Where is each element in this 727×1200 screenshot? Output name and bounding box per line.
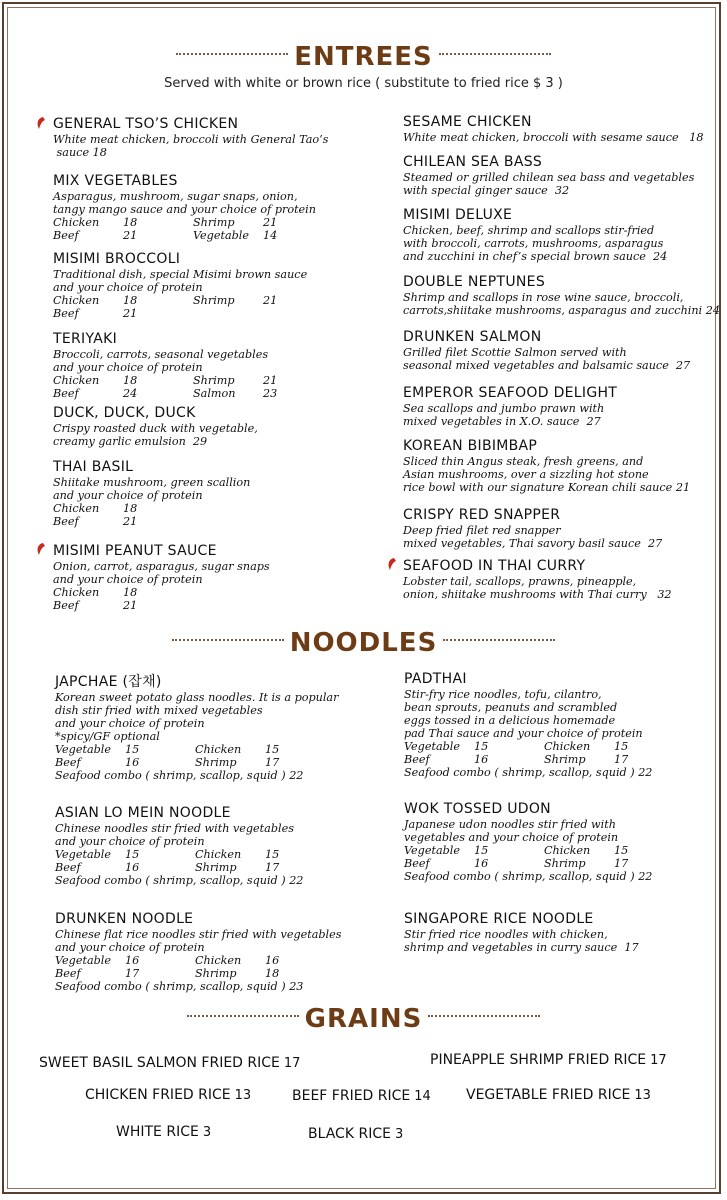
item-name: DRUNKEN NOODLE [55, 911, 194, 927]
item-name: MISIMI BROCCOLI [53, 251, 181, 267]
price-row: Beef 16 Shrimp 17 [404, 857, 629, 870]
item-description: White meat chicken, broccoli with General Tao’s sauce 18 [53, 133, 329, 159]
noodles-heading [0, 628, 727, 658]
grain-item [292, 1088, 431, 1104]
entree-item [53, 331, 278, 400]
entree-item [403, 385, 617, 428]
item-description: Crispy roasted duck with vegetable, creamy garlic emulsion 29 [53, 422, 258, 448]
divider-dots [172, 639, 284, 641]
noodle-item [404, 801, 652, 883]
price-row: Beef 21 [53, 515, 138, 528]
entree-item [53, 543, 270, 612]
price-row: Vegetable 15 Chicken 15 [55, 848, 280, 861]
item-description: Japanese udon noodles stir fried with vegetables and your choice of protein [404, 818, 619, 844]
noodle-item [404, 671, 652, 779]
noodle-item [55, 911, 342, 993]
item-description: White meat chicken, broccoli with sesame sauce 18 [403, 131, 704, 144]
entrees-heading [0, 42, 727, 72]
price-row: Beef 16 Shrimp 17 [55, 861, 280, 874]
item-description: Stir fried rice noodles with chicken, shrimp and vegetables in curry sauce 17 [404, 928, 639, 954]
item-description: Chinese noodles stir fried with vegetables and your choice of protein [55, 822, 294, 848]
grain-item [430, 1052, 667, 1068]
item-description: Shiitake mushroom, green scallion and your choice of protein [53, 476, 251, 502]
item-description: Stir-fry rice noodles, tofu, cilantro, bean sprouts, peanuts and scrambled eggs tossed in a delicious homemade pad Thai sauce and your choice of protein [404, 688, 643, 740]
entree-item [403, 207, 667, 263]
item-price: 13 [234, 1088, 252, 1103]
item-description: Grilled filet Scottie Salmon served with seasonal mixed vegetables and balsamic sauce 27 [403, 346, 691, 372]
price-row: Beef 17 Shrimp 18 [55, 967, 280, 980]
price-row: Vegetable 15 Chicken 15 [404, 844, 629, 857]
item-description: Onion, carrot, asparagus, sugar snaps and your choice of protein [53, 560, 270, 586]
item-name: SESAME CHICKEN [403, 114, 532, 130]
entree-item [403, 274, 720, 317]
item-description: Sea scallops and jumbo prawn with mixed vegetables in X.O. sauce 27 [403, 402, 605, 428]
price-row: Beef 16 Shrimp 17 [404, 753, 629, 766]
price-row: Chicken 18 Shrimp 21 [53, 374, 278, 387]
seafood-combo: Seafood combo ( shrimp, scallop, squid ) 22 [55, 874, 304, 887]
item-description: Deep fried filet red snapper mixed vegetables, Thai savory basil sauce 27 [403, 524, 663, 550]
entree-item [53, 251, 307, 320]
item-name: MISIMI DELUXE [403, 207, 513, 223]
entree-item [53, 405, 258, 448]
entree-item [403, 154, 694, 197]
item-name: VEGETABLE FRIED RICE [466, 1087, 631, 1103]
entree-item [53, 116, 328, 159]
item-price: 3 [394, 1127, 404, 1142]
item-name: PADTHAI [404, 671, 467, 687]
item-description: Sliced thin Angus steak, fresh greens, and Asian mushrooms, over a sizzling hot stone rice bowl with our signature Korean chili sauce 21 [403, 455, 691, 494]
entree-item [53, 459, 250, 528]
divider-dots [187, 1015, 299, 1017]
entree-item [403, 329, 690, 372]
item-description: Traditional dish, special Misimi brown sauce and your choice of protein [53, 268, 308, 294]
item-description: Korean sweet potato glass noodles. It is a popular dish stir fried with mixed vegetables and your choice of protein *spicy/GF optional [55, 691, 339, 743]
item-name: SWEET BASIL SALMON FRIED RICE [39, 1055, 280, 1071]
price-row: Chicken 18 [53, 586, 138, 599]
item-name: WOK TOSSED UDON [404, 801, 551, 817]
chili-pepper-icon [36, 543, 46, 555]
item-name: WHITE RICE [116, 1124, 199, 1140]
entree-item [53, 173, 316, 242]
entree-item [403, 438, 690, 494]
price-row: Chicken 18 Shrimp 21 [53, 294, 278, 307]
price-row: Beef 21 [53, 307, 138, 320]
price-row: Beef 21 Vegetable 14 [53, 229, 278, 242]
entrees-subtitle: Served with white or brown rice ( substitute to fried rice $ 3 ) [164, 76, 563, 91]
noodle-item [404, 911, 639, 954]
item-name: CHICKEN FRIED RICE [85, 1087, 231, 1103]
item-name: EMPEROR SEAFOOD DELIGHT [403, 385, 618, 401]
item-name: KOREAN BIBIMBAP [403, 438, 538, 454]
item-name: SEAFOOD IN THAI CURRY [403, 558, 586, 574]
item-price: 13 [634, 1088, 651, 1103]
entree-item [403, 507, 662, 550]
item-name: CRISPY RED SNAPPER [403, 507, 561, 523]
grain-item [466, 1087, 651, 1103]
chili-pepper-icon [36, 117, 46, 129]
item-name: DOUBLE NEPTUNES [403, 274, 546, 290]
price-row: Chicken 18 [53, 502, 138, 515]
item-description: Shrimp and scallops in rose wine sauce, broccoli, carrots,shiitake mushrooms, asparagus and zucchini 24 [403, 291, 720, 317]
item-name: DUCK, DUCK, DUCK [53, 405, 196, 421]
price-row: Vegetable 15 Chicken 15 [55, 743, 280, 756]
item-name: THAI BASIL [53, 459, 134, 475]
grain-item [116, 1124, 211, 1140]
price-row: Vegetable 16 Chicken 16 [55, 954, 280, 967]
item-price: 14 [414, 1089, 431, 1104]
item-description: Chicken, beef, shrimp and scallops stir-fried with broccoli, carrots, mushrooms, asparagus and zucchini in chef’s special brown sauce 24 [403, 224, 668, 263]
item-description: Lobster tail, scallops, prawns, pineapple, onion, shiitake mushrooms with Thai curry 32 [403, 575, 672, 601]
item-description: Chinese flat rice noodles stir fried with vegetables and your choice of protein [55, 928, 342, 954]
item-description: Broccoli, carrots, seasonal vegetables and your choice of protein [53, 348, 269, 374]
seafood-combo: Seafood combo ( shrimp, scallop, squid ) 22 [55, 769, 304, 782]
item-name: JAPCHAE (잡채) [55, 674, 162, 690]
item-description: Asparagus, mushroom, sugar snaps, onion, tangy mango sauce and your choice of protein [53, 190, 316, 216]
grains-title: GRAINS [304, 1004, 423, 1034]
divider-dots [443, 639, 555, 641]
seafood-combo: Seafood combo ( shrimp, scallop, squid ) 22 [404, 766, 653, 779]
item-name: PINEAPPLE SHRIMP FRIED RICE [430, 1052, 647, 1068]
item-name: MISIMI PEANUT SAUCE [53, 543, 217, 559]
price-row: Beef 21 [53, 599, 138, 612]
item-price: 17 [650, 1053, 667, 1068]
item-name: SINGAPORE RICE NOODLE [404, 911, 594, 927]
item-name: ASIAN LO MEIN NOODLE [55, 805, 231, 821]
price-row: Beef 24 Salmon 23 [53, 387, 278, 400]
chili-pepper-icon [387, 558, 397, 570]
grain-item [85, 1087, 251, 1103]
noodles-title: NOODLES [289, 628, 438, 658]
item-name: BEEF FRIED RICE [292, 1088, 411, 1104]
price-row: Beef 16 Shrimp 17 [55, 756, 280, 769]
item-name: BLACK RICE [308, 1126, 391, 1142]
entrees-title: ENTREES [294, 42, 433, 72]
entree-item [403, 558, 672, 601]
item-name: GENERAL TSO’S CHICKEN [53, 116, 239, 132]
seafood-combo: Seafood combo ( shrimp, scallop, squid ) 22 [404, 870, 653, 883]
item-description: Steamed or grilled chilean sea bass and vegetables with special ginger sauce 32 [403, 171, 695, 197]
divider-dots [428, 1015, 540, 1017]
noodle-item [55, 674, 338, 782]
entree-item [403, 114, 704, 144]
item-name: TERIYAKI [53, 331, 118, 347]
seafood-combo: Seafood combo ( shrimp, scallop, squid ) 23 [55, 980, 304, 993]
item-price: 17 [283, 1056, 301, 1071]
price-row: Chicken 18 Shrimp 21 [53, 216, 278, 229]
noodle-item [55, 805, 303, 887]
item-price: 3 [202, 1125, 212, 1140]
divider-dots [176, 53, 288, 55]
grain-item [308, 1126, 403, 1142]
item-name: MIX VEGETABLES [53, 173, 178, 189]
grains-heading [0, 1004, 727, 1034]
divider-dots [439, 53, 551, 55]
price-row: Vegetable 15 Chicken 15 [404, 740, 629, 753]
item-name: DRUNKEN SALMON [403, 329, 542, 345]
grain-item [39, 1055, 300, 1071]
item-name: CHILEAN SEA BASS [403, 154, 543, 170]
